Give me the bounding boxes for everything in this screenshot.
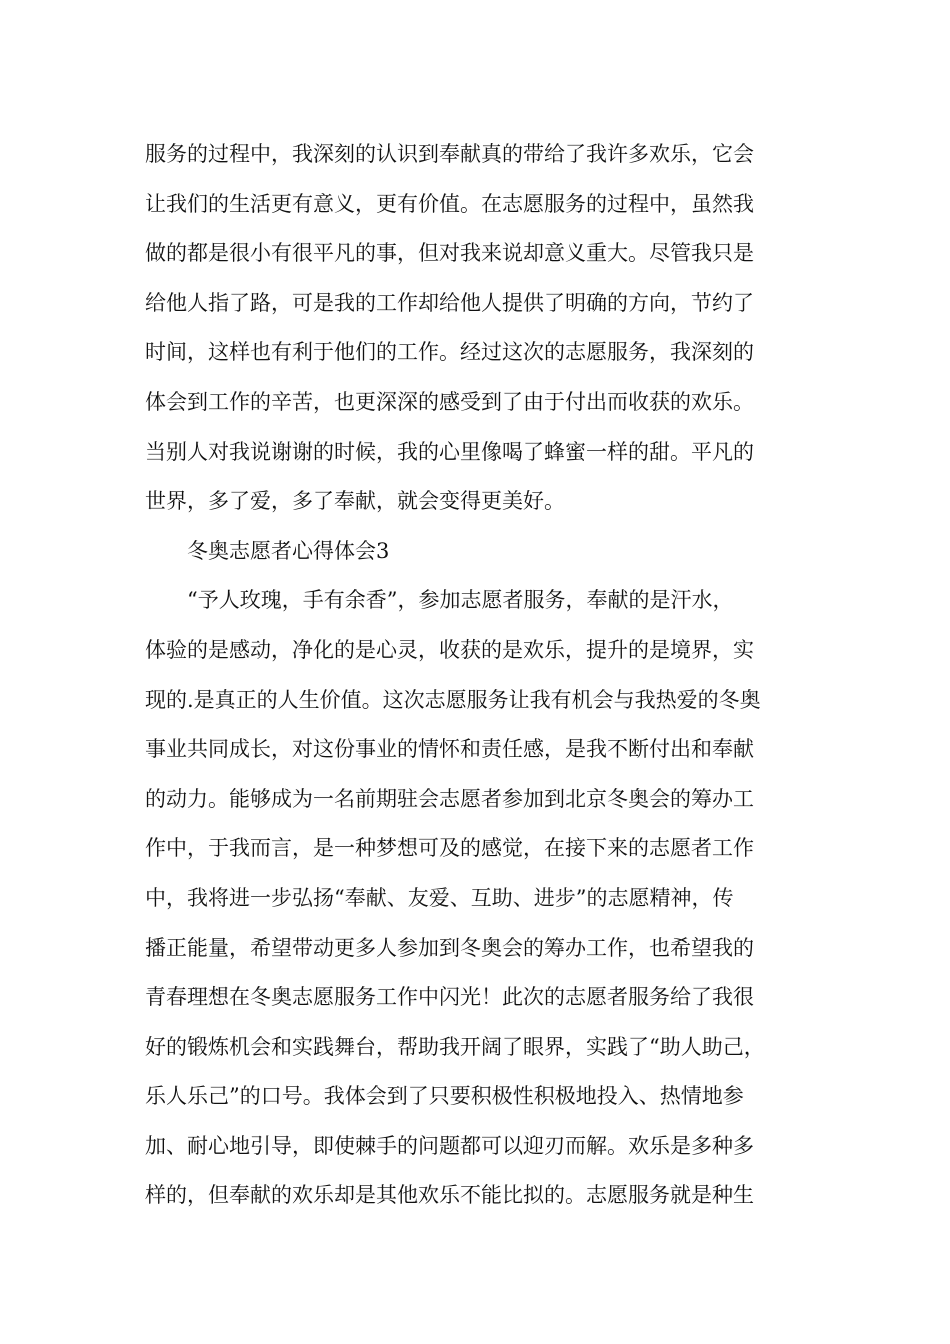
text-line: 青春理想在冬奥志愿服务工作中闪光！此次的志愿者服务给了我很 bbox=[145, 985, 754, 1010]
text-line: 好的锻炼机会和实践舞台，帮助我开阔了眼界，实践了“助人助己， bbox=[145, 1034, 765, 1059]
text-line: 让我们的生活更有意义，更有价值。在志愿服务的过程中，虽然我 bbox=[145, 191, 754, 216]
text-line: 的动力。能够成为一名前期驻会志愿者参加到北京冬奥会的筹办工 bbox=[145, 786, 754, 811]
text-line: 现的.是真正的人生价值。这次志愿服务让我有机会与我热爱的冬奥 bbox=[145, 687, 761, 712]
text-line: 作中，于我而言，是一种梦想可及的感觉，在接下来的志愿者工作 bbox=[145, 836, 754, 861]
text-line: 体会到工作的辛苦，也更深深的感受到了由于付出而收获的欢乐。 bbox=[145, 389, 754, 414]
text-line: 样的，但奉献的欢乐却是其他欢乐不能比拟的。志愿服务就是种生 bbox=[145, 1183, 754, 1208]
document-body bbox=[145, 130, 815, 1221]
section-heading: 冬奥志愿者心得体会3 bbox=[187, 538, 390, 563]
text-line: 做的都是很小有很平凡的事，但对我来说却意义重大。尽管我只是 bbox=[145, 241, 754, 266]
text-line: 中，我将进一步弘扬“奉献、友爱、互助、进步”的志愿精神，传 bbox=[145, 885, 734, 910]
text-line: 时间，这样也有利于他们的工作。经过这次的志愿服务，我深刻的 bbox=[145, 340, 754, 365]
text-line: 给他人指了路，可是我的工作却给他人提供了明确的方向，节约了 bbox=[145, 290, 754, 315]
text-line: 世界，多了爱，多了奉献，就会变得更美好。 bbox=[145, 489, 565, 514]
text-line: 事业共同成长，对这份事业的情怀和责任感，是我不断付出和奉献 bbox=[145, 737, 754, 762]
text-line: “予人玫瑰，手有余香”，参加志愿者服务，奉献的是汗水， bbox=[187, 588, 734, 613]
text-line: 乐人乐己”的口号。我体会到了只要积极性积极地投入、热情地参 bbox=[145, 1084, 744, 1109]
text-line: 体验的是感动，净化的是心灵，收获的是欢乐，提升的是境界，实 bbox=[145, 637, 754, 662]
text-line: 服务的过程中，我深刻的认识到奉献真的带给了我许多欢乐，它会 bbox=[145, 142, 754, 166]
text-line: 加、耐心地引导，即使棘手的问题都可以迎刃而解。欢乐是多种多 bbox=[145, 1133, 754, 1158]
text-line: 当别人对我说谢谢的时候，我的心里像喝了蜂蜜一样的甜。平凡的 bbox=[145, 439, 754, 464]
text-line: 播正能量，希望带动更多人参加到冬奥会的筹办工作，也希望我的 bbox=[145, 935, 754, 960]
